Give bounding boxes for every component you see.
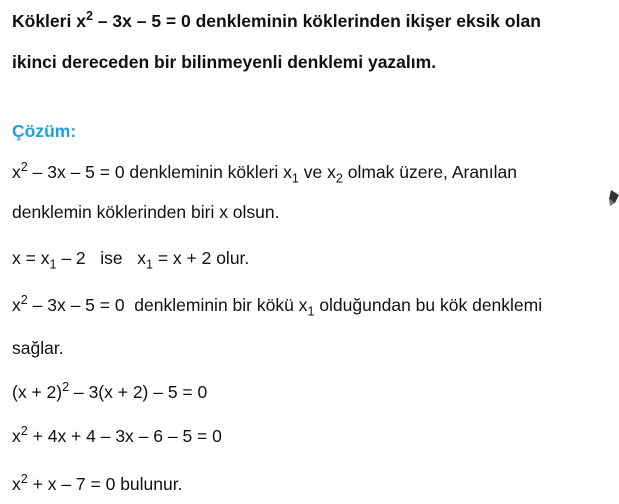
subscript: 2 — [335, 171, 343, 186]
solution-line-5 — [12, 337, 64, 359]
problem-text: Kökleri x — [12, 11, 86, 31]
solution-text: (x + 2) — [12, 382, 63, 402]
solution-text: sağlar. — [12, 338, 64, 358]
solution-text: x — [12, 426, 21, 446]
solution-line-7 — [12, 425, 222, 447]
solution-line-4 — [12, 293, 543, 319]
solution-text: + x – 7 = 0 bulunur. — [27, 474, 183, 494]
solution-heading-text: Çözüm: — [12, 121, 77, 141]
solution-text: denklemin köklerinden biri x olsun. — [12, 202, 280, 222]
solution-text: – 3(x + 2) – 5 = 0 — [69, 382, 208, 402]
subscript: 1 — [145, 257, 153, 272]
solution-line-1 — [12, 160, 517, 186]
solution-text: x — [12, 295, 21, 315]
problem-text: – 3x – 5 = 0 denkleminin köklerinden ikişer eksik olan — [92, 11, 541, 31]
solution-text: – 3x – 5 = 0 denkleminin bir kökü x — [27, 295, 308, 315]
exponent: 2 — [20, 160, 28, 175]
solution-text: – 2 ise x — [56, 248, 146, 268]
exponent: 2 — [62, 380, 70, 395]
problem-line-2 — [12, 51, 436, 73]
solution-text: x — [12, 162, 21, 182]
solution-text: – 3x – 5 = 0 denkleminin kökleri x — [27, 162, 292, 182]
solution-line-3 — [12, 247, 250, 272]
exponent: 2 — [20, 293, 28, 308]
solution-text: = x + 2 olur. — [152, 248, 250, 268]
exponent: 2 — [20, 472, 28, 487]
solution-line-8 — [12, 473, 182, 495]
problem-line-1 — [12, 10, 541, 32]
exponent: 2 — [20, 424, 28, 439]
solution-text: x = x — [12, 248, 50, 268]
solution-heading — [12, 120, 76, 142]
solution-line-6 — [12, 381, 207, 403]
solution-text: x — [12, 474, 21, 494]
pencil-icon — [607, 190, 619, 206]
solution-line-2 — [12, 201, 280, 223]
solution-text: + 4x + 4 – 3x – 6 – 5 = 0 — [27, 426, 222, 446]
solution-text: ve x — [298, 162, 336, 182]
solution-text: olmak üzere, Aranılan — [342, 162, 517, 182]
solution-text: olduğundan bu kök denklemi — [314, 295, 543, 315]
subscript: 1 — [291, 171, 299, 186]
problem-text: ikinci dereceden bir bilinmeyenli denklemi yazalım. — [12, 52, 437, 72]
exponent: 2 — [85, 9, 93, 24]
subscript: 1 — [307, 304, 315, 319]
subscript: 1 — [49, 257, 57, 272]
